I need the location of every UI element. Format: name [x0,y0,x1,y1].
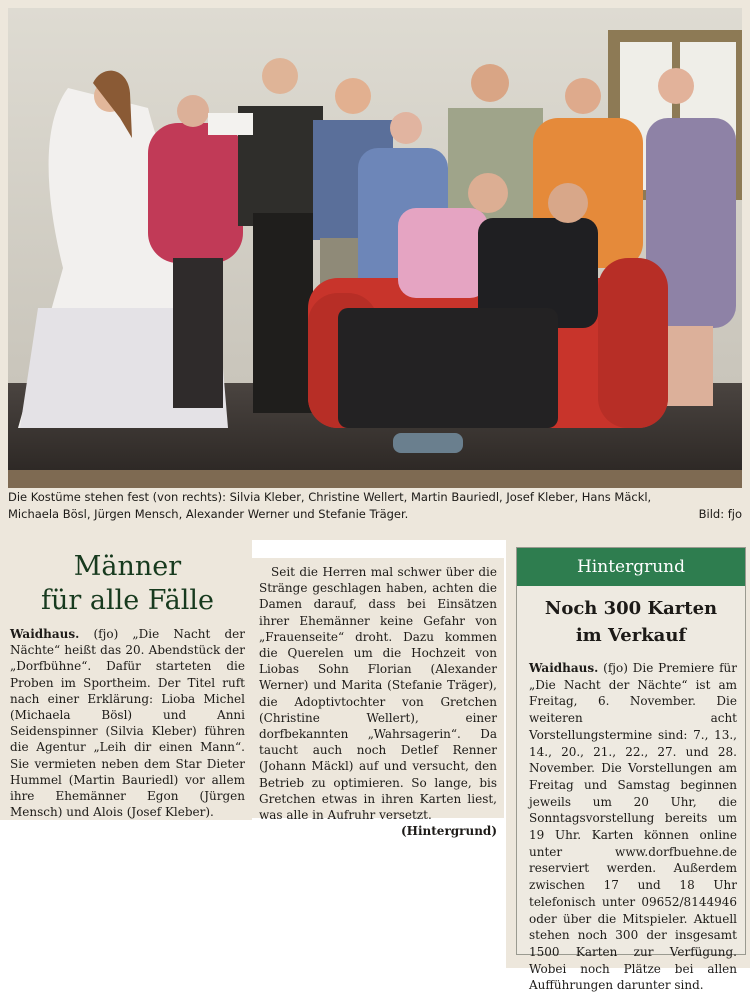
box-headline-line-1: Noch 300 Karten [544,598,718,619]
background-info-box [516,547,746,993]
headline-line-2: für alle Fälle [40,585,215,616]
box-dateline: Waidhaus. [529,661,599,675]
cross-reference: (Hintergrund) [400,824,497,839]
article-paragraph-1 [10,626,245,820]
photo-caption [8,489,742,529]
caption-line-2-row [8,506,742,523]
article-headline [10,550,245,618]
headline-line-1: Männer [73,551,182,582]
article-paragraph-2-text: Seit die Herren mal schwer über die Stränge geschlagen haben, achten die Damen darauf, dass bei Einsätzen ihrer Ehemänner keine Gefahr von „Frauenseite“ droht. Dazu kommen die Querelen um die Hochzeit von Liobas Sohn Florian (Alexander Werner) und Marita (Stefanie Träger), die Adoptivtochter von Gretchen (Christine Wellert), einer dorfbekannten „Wahrsagerin“. Da taucht auch noch Detlef Renner (Johann Mäckl) auf und versucht, den Betrieb zu optimieren. So lange, bis Gretchen etwas in ihren Karten liest, was alle in Aufruhr versetzt. [259,565,497,823]
article-column-1 [10,626,245,820]
caption-line-1: Die Kostüme stehen fest (von rechts): Silvia Kleber, Christine Wellert, Martin Bauriedl, Josef Kleber, Hans Mäckl, [8,490,652,504]
box-paragraph [529,660,737,994]
photo-credit: Bild: fjo [698,507,742,521]
box-body [529,660,737,994]
box-headline-line-2: im Verkauf [575,625,687,646]
article-dateline: Waidhaus. [10,627,80,641]
box-headline [517,595,745,649]
article-column-2 [259,564,497,839]
caption-line-2: Michaela Bösl, Jürgen Mensch, Alexander Werner und Stefanie Träger. [8,507,409,521]
box-header: Hintergrund [517,548,745,586]
theater-group-photo [8,8,742,488]
photo-illustration [8,8,742,488]
article-paragraph-1-text: (fjo) „Die Nacht der Nächte“ heißt das 20. Abendstück der „Dorfbühne“. Dafür starteten die Proben im Sportheim. Der Titel ruft nach einer Erklärung: Lioba Michel (Michaela Bösl) und Anni Seidenspinner (Silvia Kleber) führen die Agentur „Leih dir einen Mann“. Sie vermieten neben dem Star Dieter Hummel (Martin Bauriedl) vor allem ihre Ehemänner Egon (Jürgen Mensch) und Alois (Josef Kleber). [10,627,245,820]
box-paragraph-text: (fjo) Die Premiere für „Die Nacht der Nächte“ ist am Freitag, 6. November. Die weiteren acht Vorstellungstermine sind: 7., 13., 14., 20., 21., 22., 27. und 28. November. Die Vorstellungen am Freitag und Samstag beginnen jeweils um 20 Uhr, die Sonntagsvorstellung bereits um 19 Uhr. Karten können online unter www.dorfbuehne.de reserviert werden. Außerdem zwischen 17 und 18 Uhr telefonisch unter 09652/8144946 oder über die Mitspieler. Aktuell stehen noch 300 der insgesamt 1500 Karten zur Verfügung. Wobei noch Plätze bei allen Aufführungen darunter sind. [529,661,737,993]
article-paragraph-2 [259,564,497,839]
